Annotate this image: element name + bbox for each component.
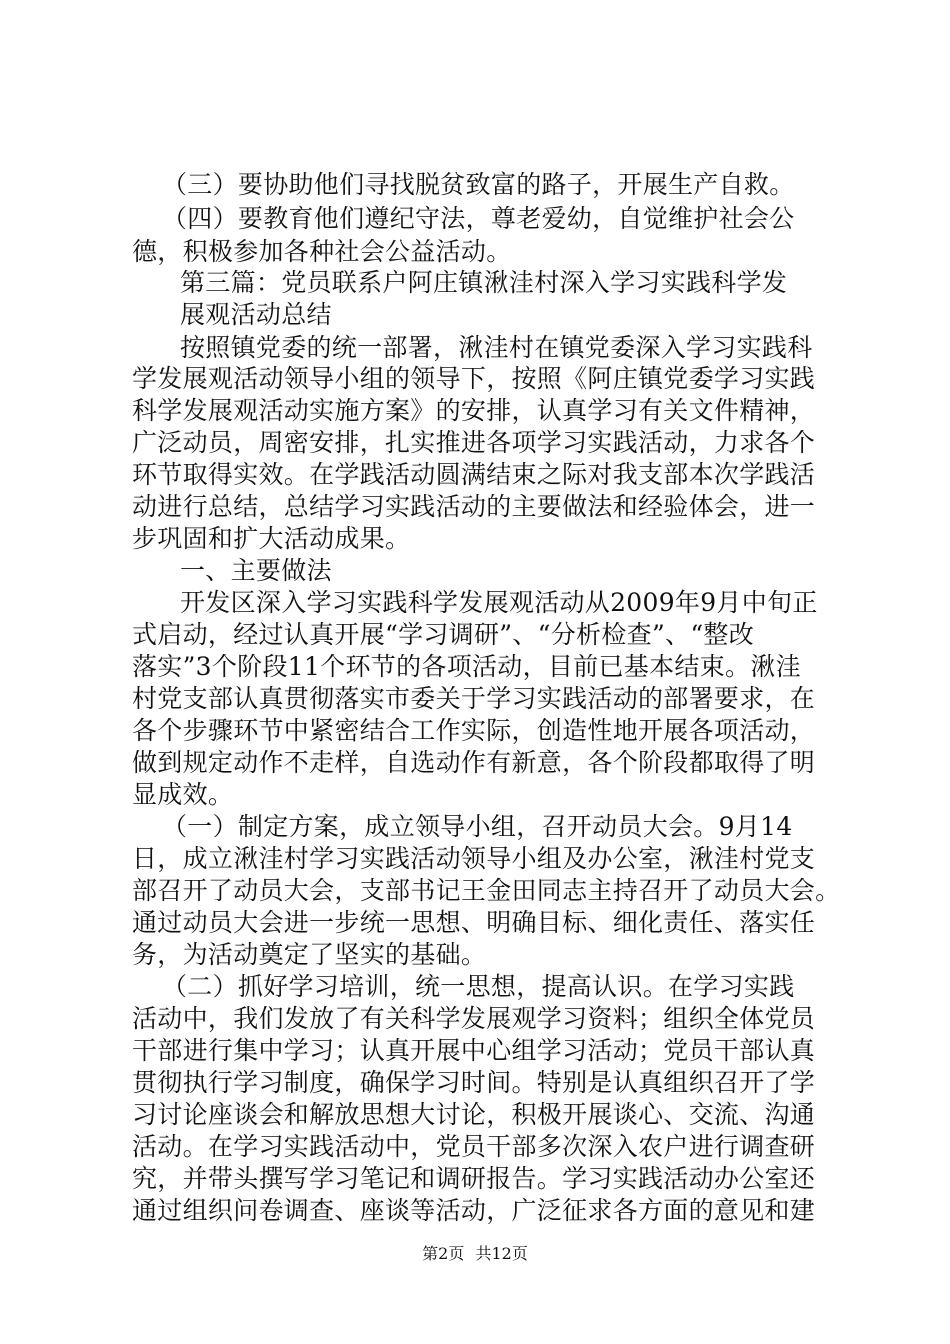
text-line: （三）要协助他们寻找脱贫致富的路子，开展生产自救。 <box>162 170 795 199</box>
text-line: 部召开了动员大会，支部书记王金田同志主持召开了动员大会。 <box>132 876 841 905</box>
text-line: （四）要教育他们遵纪守法，尊老爱幼，自觉维护社会公 <box>162 204 795 233</box>
text-line: 步巩固和扩大活动成果。 <box>132 524 411 553</box>
page-number-total: 共12页 <box>475 1244 528 1263</box>
text-line: 干部进行集中学习；认真开展中心组学习活动；党员干部认真 <box>132 1036 816 1065</box>
page-footer <box>0 1244 950 1264</box>
text-line: 日，成立湫洼村学习实践活动领导小组及办公室，湫洼村党支 <box>132 844 816 873</box>
page-number-current: 第2页 <box>422 1244 465 1263</box>
text-line: 通过动员大会进一步统一思想、明确目标、细化责任、落实任 <box>132 908 816 937</box>
section-heading: 展观活动总结 <box>180 300 332 329</box>
text-line: 各个步骤环节中紧密结合工作实际，创造性地开展各项活动， <box>132 716 816 745</box>
text-line: 环节取得实效。在学践活动圆满结束之际对我支部本次学践活 <box>132 460 816 489</box>
text-line: 究，并带头撰写学习笔记和调研报告。学习实践活动办公室还 <box>132 1164 816 1193</box>
text-line: 动进行总结，总结学习实践活动的主要做法和经验体会，进一 <box>132 492 816 521</box>
text-line: 科学发展观活动实施方案》的安排，认真学习有关文件精神， <box>132 396 816 425</box>
text-line: 活动。在学习实践活动中，党员干部多次深入农户进行调查研 <box>132 1132 816 1161</box>
text-line: 村党支部认真贯彻落实市委关于学习实践活动的部署要求，在 <box>132 684 816 713</box>
text-line: 德，积极参加各种社会公益活动。 <box>132 237 512 266</box>
text-line: 通过组织问卷调查、座谈等活动，广泛征求各方面的意见和建 <box>132 1196 816 1225</box>
text-line: 务，为活动奠定了坚实的基础。 <box>132 940 487 969</box>
section-heading: 第三篇：党员联系户阿庄镇湫洼村深入学习实践科学发 <box>180 268 788 297</box>
text-line: 学发展观活动领导小组的领导下，按照《阿庄镇党委学习实践 <box>132 364 816 393</box>
text-line: 开发区深入学习实践科学发展观活动从2009年9月中旬正 <box>180 588 818 617</box>
text-line: 显成效。 <box>132 780 234 809</box>
text-line: 贯彻执行学习制度，确保学习时间。特别是认真组织召开了学 <box>132 1068 816 1097</box>
subsection-heading: 一、主要做法 <box>180 556 332 585</box>
text-line: 按照镇党委的统一部署，湫洼村在镇党委深入学习实践科 <box>180 333 813 362</box>
text-line: （一）制定方案，成立领导小组，召开动员大会。9月14 <box>162 812 793 841</box>
text-line: 落实”3个阶段11个环节的各项活动，目前已基本结束。湫洼 <box>132 652 801 681</box>
text-line: 广泛动员，周密安排，扎实推进各项学习实践活动，力求各个 <box>132 428 816 457</box>
text-line: 活动中，我们发放了有关科学发展观学习资料；组织全体党员 <box>132 1004 816 1033</box>
text-line: 习讨论座谈会和解放思想大讨论，积极开展谈心、交流、沟通 <box>132 1100 816 1129</box>
text-line: 式启动，经过认真开展“学习调研”、“分析检查”、“整改 <box>132 620 755 649</box>
text-line: 做到规定动作不走样，自选动作有新意，各个阶段都取得了明 <box>132 748 816 777</box>
text-line: （二）抓好学习培训，统一思想，提高认识。在学习实践 <box>162 972 795 1001</box>
